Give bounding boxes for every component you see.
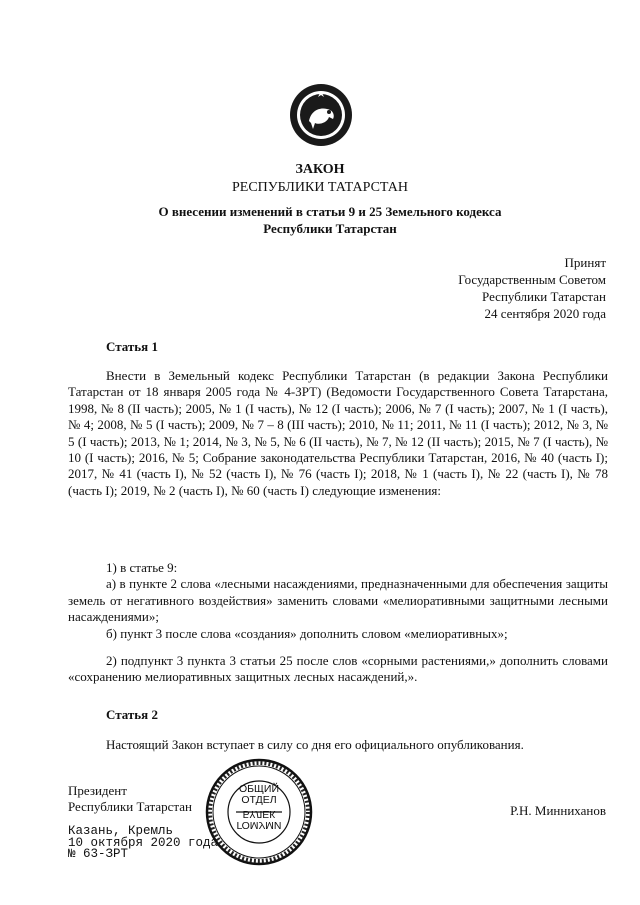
- signatory-position: [68, 783, 192, 815]
- stamp-label: [227, 784, 291, 806]
- document-issuer: РЕСПУБЛИКИ ТАТАРСТАН: [231, 180, 408, 195]
- number-line: № 63-ЗРТ: [68, 847, 129, 861]
- document-subtitle: [60, 203, 600, 237]
- article-2-heading: Статья 2: [106, 707, 158, 722]
- stamp-label-mirrored: [227, 808, 291, 830]
- article-1-intro: Внести в Земельный кодекс Республики Татарстан (в редакции Закона Республики Татарстан от 18 января 2005 года № 4-ЗРТ) (Ведомости Государственного Совета Татарстана, 1998, № 8 (II часть); 2005, № 1 (I часть), № 12 (I часть); 2006, № 7 (I часть); 2007, № 1 (I часть), № 4; 2008, № 5 (I часть); 2009, № 7 – 8 (III часть); 2010, № 11; 2011, № 11 (I часть); 2012, № 3, № 5 (I часть); 2013, № 1; 2014, № 3, № 5, № 6 (II часть), № 7, № 12 (II часть); 2015, № 7 (I часть), № 10 (I часть); 2016, № 5; Собрание законодательства Республики Татарстан, 2016, № 40 (часть I); 2017, № 41 (часть I), № 52 (часть I), № 76 (часть I); 2018, № 1 (часть I), № 22 (часть I), № 78 (часть I); 2019, № 2 (часть I), № 60 (часть I) следующие изменения:: [68, 368, 608, 498]
- article-1-heading: Статья 1: [106, 339, 158, 354]
- document-title: ЗАКОН: [295, 162, 345, 177]
- place-line: Казань, Кремль: [68, 824, 174, 838]
- adoption-block: [458, 254, 606, 322]
- subtitle-line: Республики Татарстан: [263, 221, 397, 236]
- stamp-line: ОБЩИЙ: [239, 783, 279, 795]
- list-item: 2) подпункт 3 пункта 3 статьи 25 после слов «сорными растениями,» дополнить словами «сохранению мелиоративных защитных лесных насаждений,».: [68, 653, 608, 685]
- article-2-text: Настоящий Закон вступает в силу со дня его официального опубликования.: [106, 737, 524, 752]
- adoption-date: 24 сентября 2020 года: [484, 306, 606, 321]
- list-item: б) пункт 3 после слова «создания» дополнить словом «мелиоративных»;: [106, 625, 508, 641]
- adoption-line: Государственным Советом: [458, 272, 606, 287]
- adoption-line: Республики Татарстан: [482, 289, 606, 304]
- position-line: Президент: [68, 783, 127, 798]
- place-date-number: [68, 826, 218, 861]
- article-1-items: [68, 560, 608, 686]
- subtitle-line: О внесении изменений в статьи 9 и 25 Земельного кодекса: [158, 204, 502, 219]
- list-item: а) в пункте 2 слова «лесными насаждениями, предназначенными для обеспечения защиты земель от негативного воздействия» заменить словами «мелиоративными защитными лесными насаждениями»;: [68, 576, 608, 625]
- signatory-name: Р.Н. Минниханов: [510, 803, 606, 818]
- stamp-line: БҮЛЕК: [242, 808, 276, 820]
- stamp-line: ГОМУМИ: [236, 819, 282, 831]
- stamp-line: ОТДЕЛ: [241, 794, 277, 806]
- date-line: 10 октября 2020 года: [68, 835, 219, 850]
- list-item: 1) в статье 9:: [106, 560, 178, 575]
- coat-of-arms-icon: [289, 83, 353, 147]
- adoption-line: Принят: [564, 255, 606, 270]
- position-line: Республики Татарстан: [68, 799, 192, 814]
